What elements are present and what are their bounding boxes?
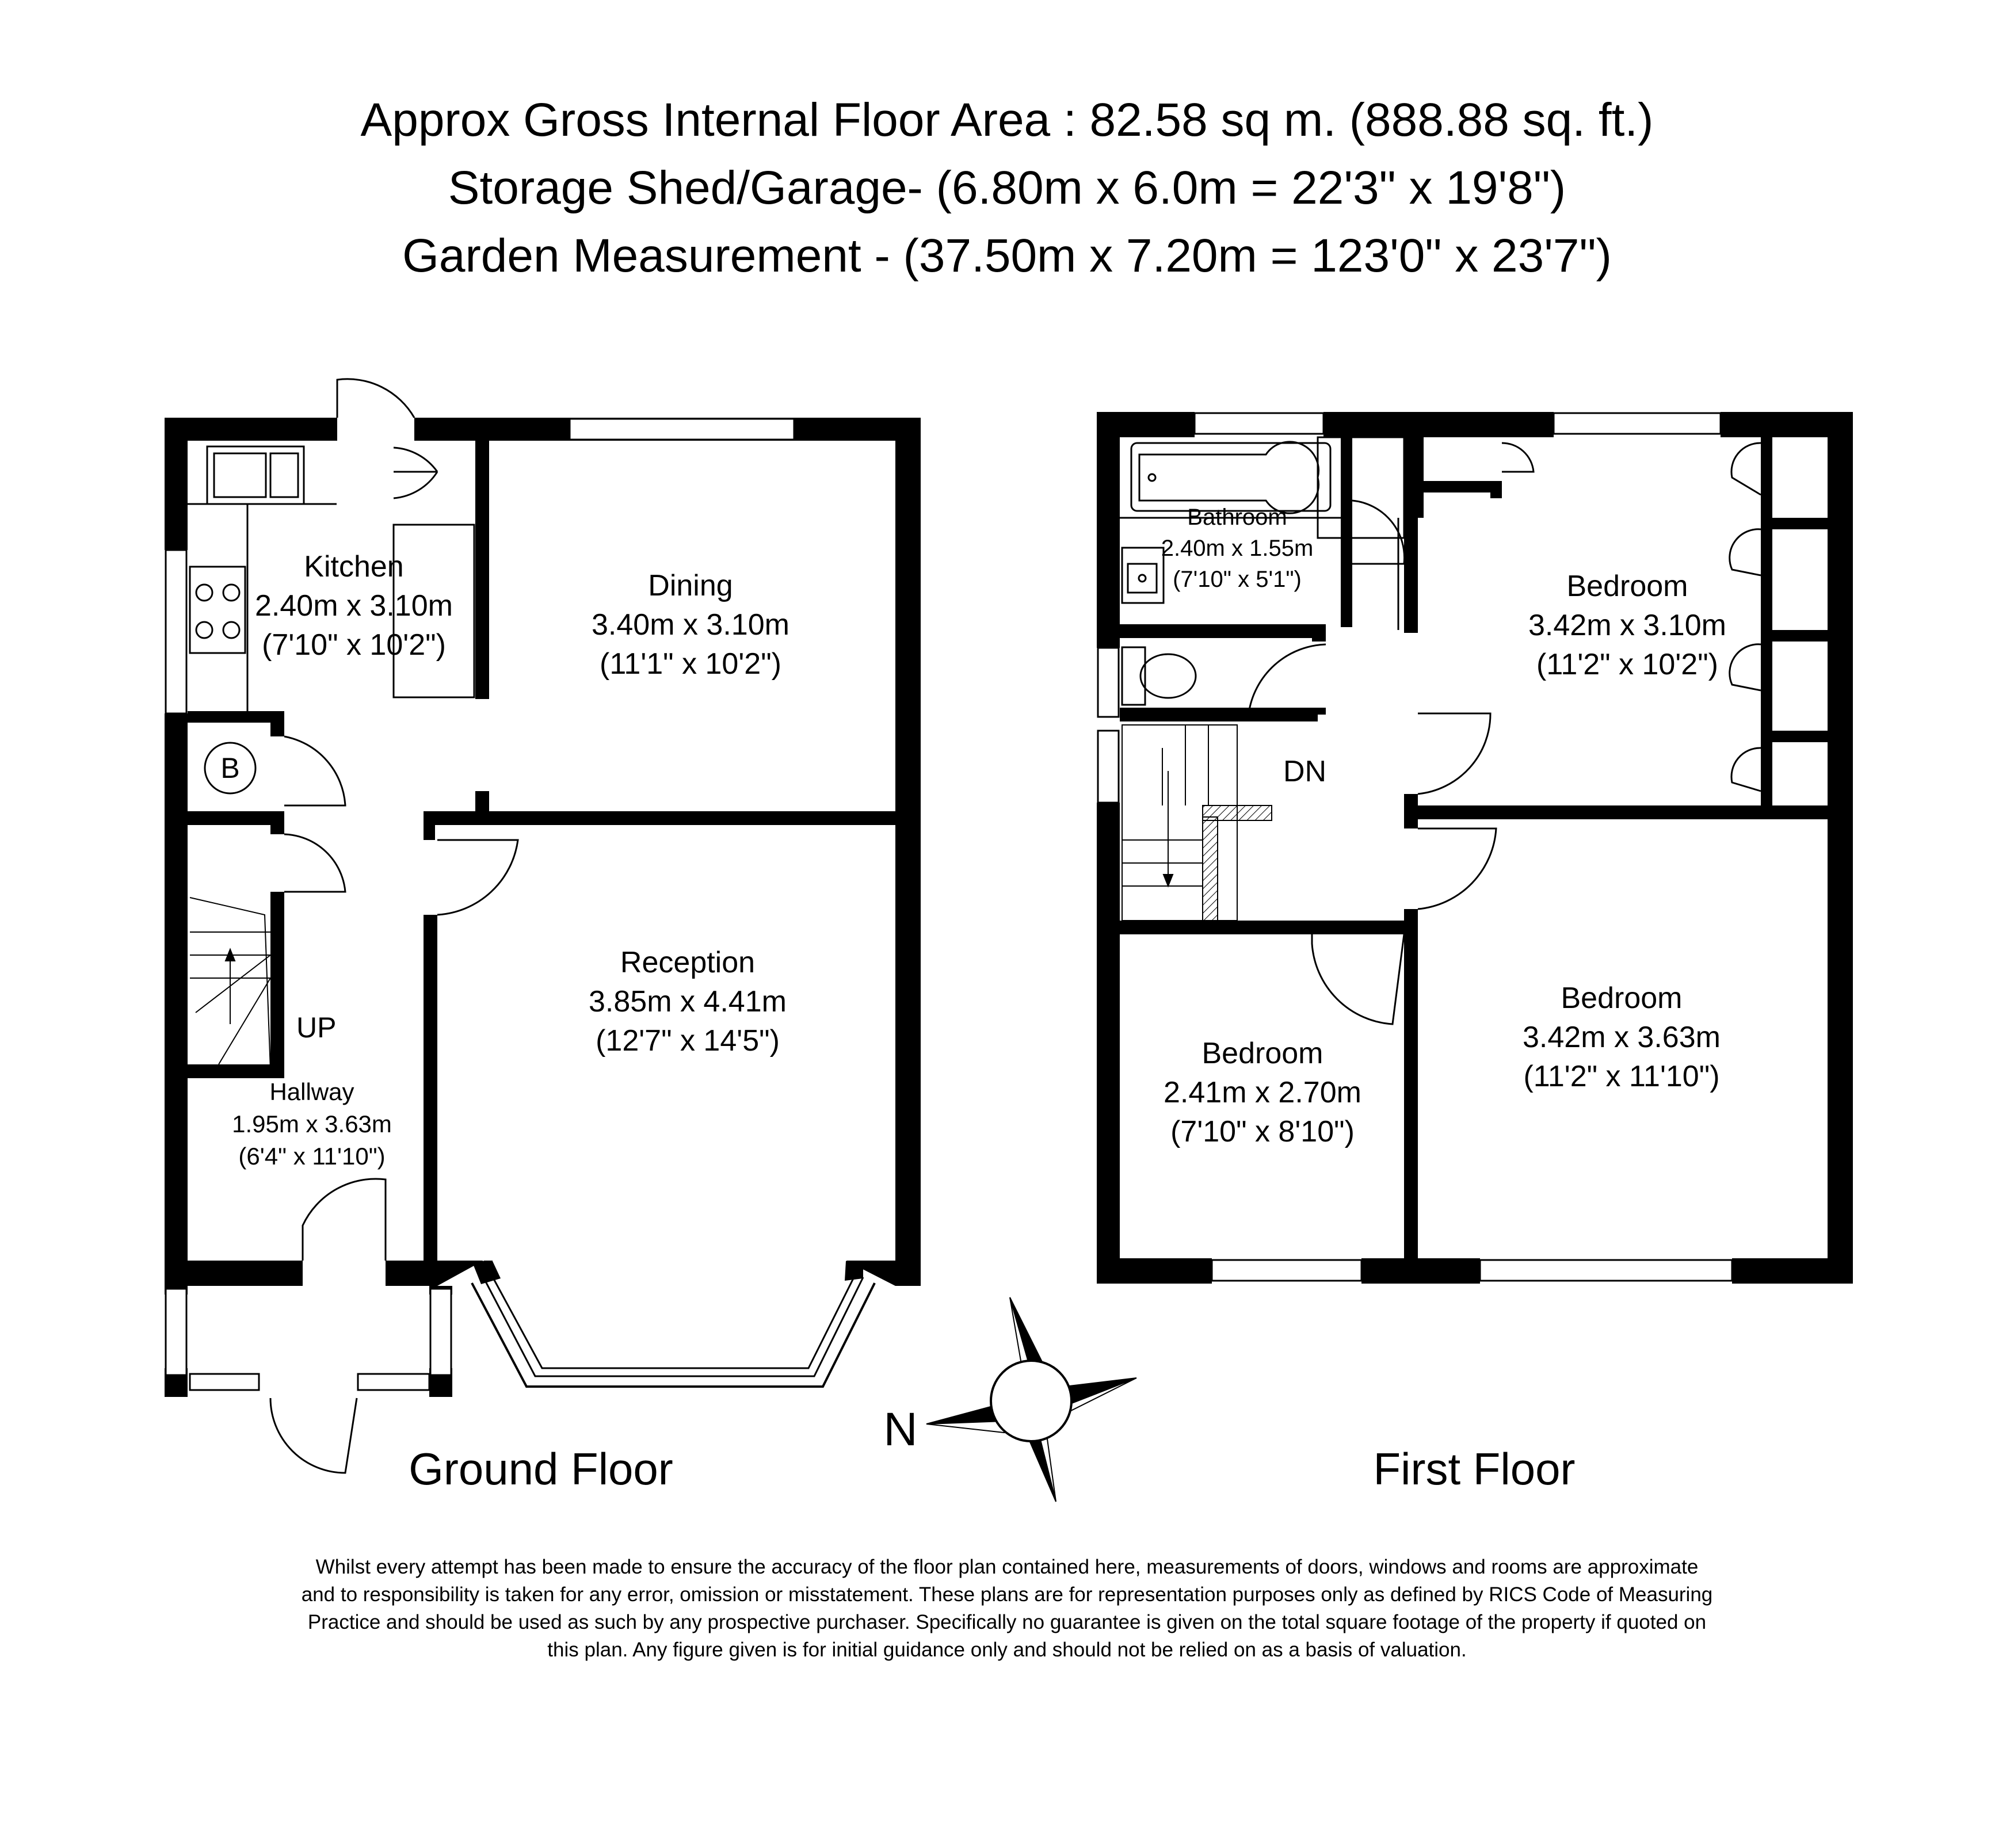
svg-text:(11'2" x 11'10"): (11'2" x 11'10") bbox=[1523, 1060, 1720, 1093]
ground-floor-stairs bbox=[190, 898, 270, 1070]
svg-text:3.85m x 4.41m: 3.85m x 4.41m bbox=[589, 985, 787, 1018]
svg-text:Bedroom: Bedroom bbox=[1561, 982, 1683, 1015]
stairs-down-label: DN bbox=[1283, 755, 1327, 788]
svg-text:B: B bbox=[220, 752, 240, 784]
svg-text:(7'10" x 5'1"): (7'10" x 5'1") bbox=[1173, 567, 1302, 592]
bedroom-front-label bbox=[1523, 982, 1721, 1093]
bedroom-rear-label bbox=[1528, 570, 1726, 681]
svg-text:Dining: Dining bbox=[648, 569, 733, 602]
svg-text:Reception: Reception bbox=[620, 946, 756, 979]
svg-text:2.40m x 3.10m: 2.40m x 3.10m bbox=[255, 589, 453, 623]
first-floor-stairs bbox=[1122, 725, 1272, 921]
ground-floor-title: Ground Floor bbox=[409, 1444, 673, 1494]
svg-text:(7'10" x 10'2"): (7'10" x 10'2") bbox=[262, 628, 446, 662]
svg-text:(11'2" x 10'2"): (11'2" x 10'2") bbox=[1536, 648, 1718, 681]
svg-text:(6'4" x 11'10"): (6'4" x 11'10") bbox=[238, 1143, 386, 1170]
svg-text:(7'10" x 8'10"): (7'10" x 8'10") bbox=[1170, 1115, 1355, 1148]
disclaimer-text: Whilst every attempt has been made to ensure the accuracy of the floor plan contained here, measurements of doors, windows and rooms are approximate and to responsibility is taken for any error, omission or misstatement. These plans are for representation purposes only as defined by RICS Code of Measuring Practice and should be used as such by any prospective purchaser. Specifically no guarantee is given on the total square footage of the property if quoted on this plan. Any figure given is for initial guidance only and should not be relied on as a basis of valuation. bbox=[301, 1556, 1713, 1661]
bay-window bbox=[437, 1261, 895, 1387]
compass-north-label: N bbox=[883, 1403, 918, 1456]
stairs-up-label: UP bbox=[296, 1011, 337, 1044]
svg-text:Kitchen: Kitchen bbox=[304, 550, 404, 583]
svg-text:(12'7" x 14'5"): (12'7" x 14'5") bbox=[596, 1024, 780, 1057]
svg-text:Bathroom: Bathroom bbox=[1187, 505, 1287, 530]
first-floor-plan bbox=[1097, 412, 1853, 1494]
svg-text:(11'1" x 10'2"): (11'1" x 10'2") bbox=[600, 647, 781, 681]
svg-text:3.42m x 3.63m: 3.42m x 3.63m bbox=[1523, 1021, 1721, 1054]
first-floor-title: First Floor bbox=[1373, 1444, 1576, 1494]
svg-text:1.95m x 3.63m: 1.95m x 3.63m bbox=[232, 1110, 392, 1137]
dining-label bbox=[592, 569, 789, 681]
reception-label bbox=[589, 946, 787, 1057]
boiler bbox=[205, 743, 255, 793]
svg-text:Bedroom: Bedroom bbox=[1201, 1037, 1323, 1070]
kitchen-label bbox=[255, 550, 453, 662]
ground-floor-plan bbox=[165, 379, 921, 1494]
hallway-label bbox=[232, 1078, 392, 1170]
svg-text:Bedroom: Bedroom bbox=[1566, 570, 1688, 603]
svg-text:3.42m x 3.10m: 3.42m x 3.10m bbox=[1528, 609, 1726, 642]
garden-line: Garden Measurement - (37.50m x 7.20m = 123'0" x 23'7") bbox=[402, 230, 1612, 282]
gross-area-line: Approx Gross Internal Floor Area : 82.58 sq m. (888.88 sq. ft.) bbox=[360, 94, 1654, 146]
bedroom-small-label bbox=[1164, 1037, 1361, 1148]
ground-floor-walls bbox=[165, 418, 921, 1397]
svg-text:Hallway: Hallway bbox=[269, 1078, 354, 1105]
svg-text:2.40m x 1.55m: 2.40m x 1.55m bbox=[1161, 536, 1314, 561]
first-floor-doors bbox=[1249, 443, 1761, 1024]
svg-text:3.40m x 3.10m: 3.40m x 3.10m bbox=[592, 608, 789, 642]
compass-icon bbox=[883, 1297, 1136, 1502]
svg-text:2.41m x 2.70m: 2.41m x 2.70m bbox=[1164, 1076, 1361, 1109]
garage-line: Storage Shed/Garage- (6.80m x 6.0m = 22'3" x 19'8") bbox=[448, 162, 1566, 214]
